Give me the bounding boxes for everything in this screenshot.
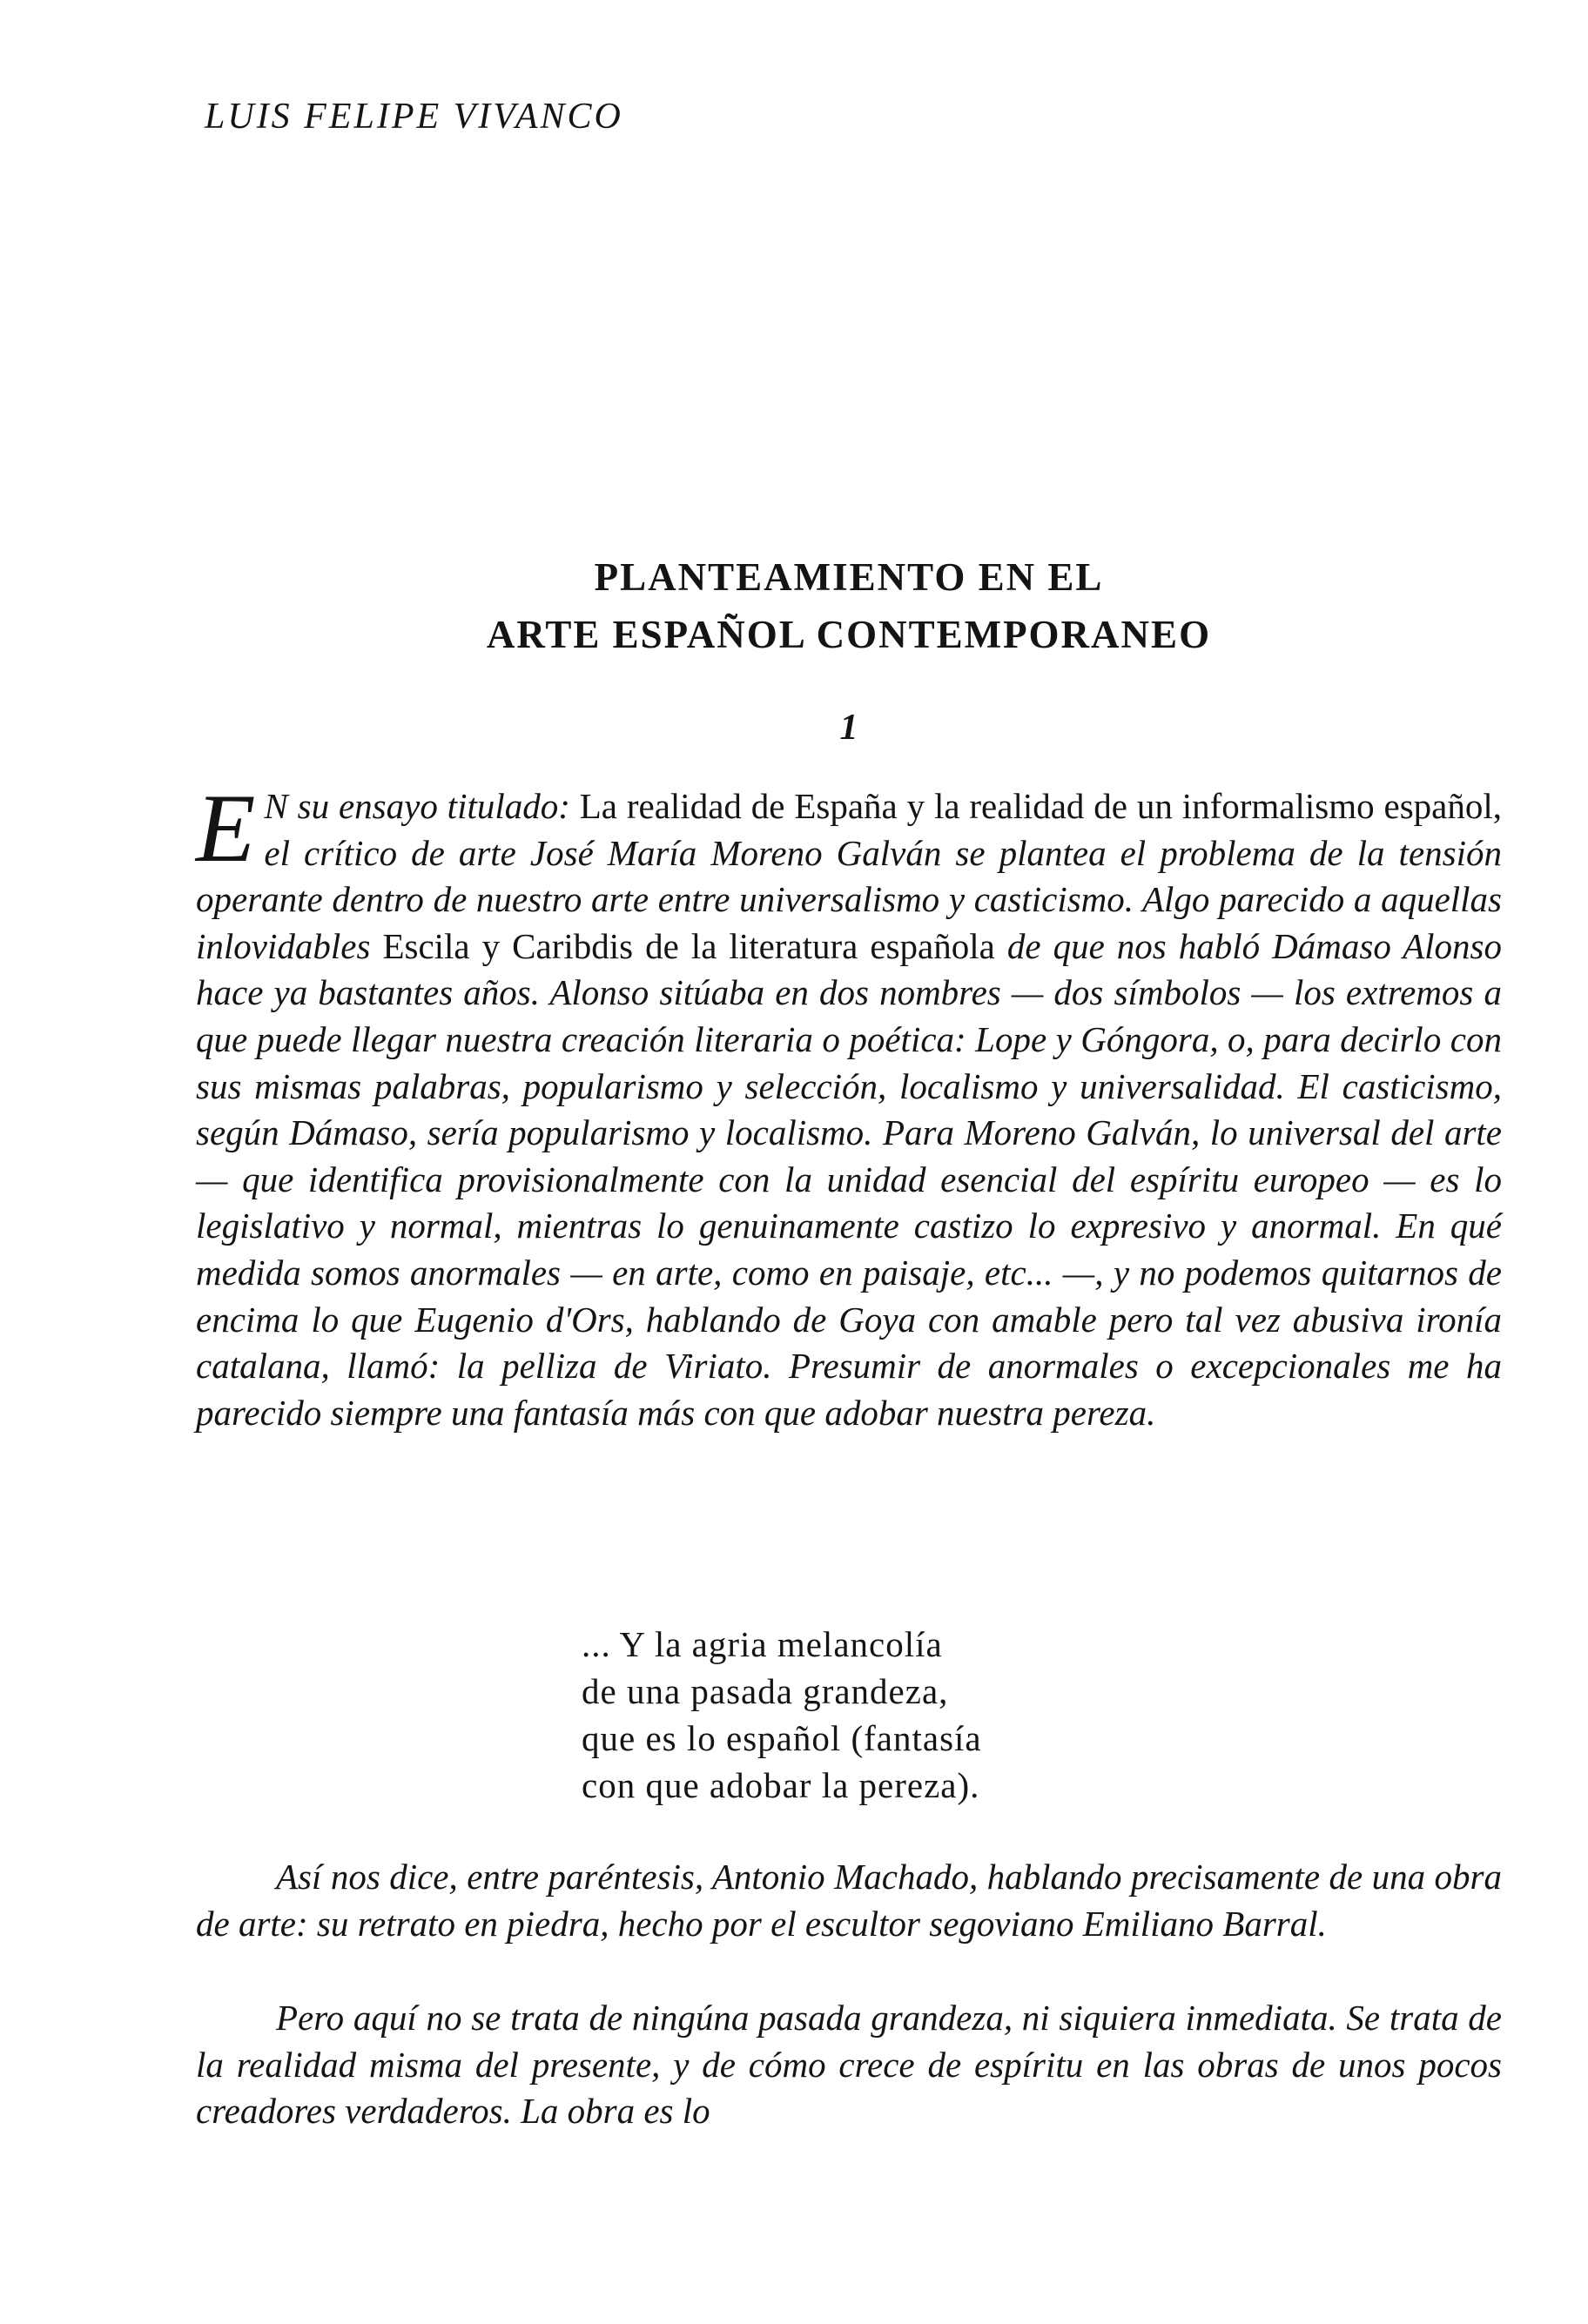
paragraph-3-text: Pero aquí no se trata de ningúna pasada grandeza, ni siquiera inmediata. Se trata de la realidad misma del presente, y de cómo crece de espíritu en las obras de unos pocos creadores verdaderos. La obra es lo <box>196 1998 1502 2132</box>
section-number: 1 <box>839 708 858 748</box>
paragraph-2 <box>196 1854 1502 1947</box>
drop-cap: E <box>196 775 256 883</box>
paragraph-2-text: Así nos dice, entre paréntesis, Antonio Machado, hablando precisamente de una obra de arte: su retrato en piedra, hecho por el escultor segoviano Emiliano Barral. <box>196 1857 1502 1944</box>
verse-quote <box>582 1621 982 1809</box>
article-title <box>196 548 1502 663</box>
verse-line: con que adobar la pereza). <box>582 1765 980 1805</box>
paragraph-1 <box>196 775 1502 1436</box>
title-line-2: ARTE ESPAÑOL CONTEMPORANEO <box>486 613 1212 656</box>
lead-in-letter: N <box>264 786 288 826</box>
verse-line: que es lo español (fantasía <box>582 1718 982 1758</box>
verse-line: ... Y la agria melancolía <box>582 1624 943 1664</box>
paragraph-1-segment-1: su ensayo titulado: <box>287 786 580 826</box>
title-line-1: PLANTEAMIENTO EN EL <box>594 555 1104 599</box>
paragraph-3 <box>196 1995 1502 2135</box>
paragraph-1-segment-3: el crítico de arte José María Moreno Galván se plantea el problema de la tensión operante dentro de nuestro arte entre universalismo y casticismo. Algo parecido a aquellas inlovidables <box>196 832 1502 966</box>
quoted-phrase: Escila y Caribdis de la literatura española <box>382 925 995 966</box>
running-head-author: LUIS FELIPE VIVANCO <box>205 97 623 137</box>
verse-line: de una pasada grandeza, <box>582 1671 949 1711</box>
quoted-essay-title: La realidad de España y la realidad de un informalismo español, <box>579 786 1502 826</box>
paragraph-1-segment-5: de que nos habló Dámaso Alonso hace ya bastantes años. Alonso sitúaba en dos nombres — dos símbolos — los extremos a que puede llegar nuestra creación literaria o poética: Lope y Góngora, o, para decirlo con sus mismas palabras, popularismo y selección, localismo y universalidad. El casticismo, según Dámaso, sería popularismo y localismo. Para Moreno Galván, lo universal del arte — que identifica provisionalmente con la unidad esencial del espíritu europeo — es lo legislativo y normal, mientras lo genuinamente castizo lo expresivo y anormal. En qué medida somos anormales — en arte, como en paisaje, etc... —, y no podemos quitarnos de encima lo que Eugenio d'Ors, hablando de Goya con amable pero tal vez abusiva ironía catalana, llamó: la pelliza de Viriato. Presumir de anormales o excepcionales me ha parecido siempre una fantasía más con que adobar nuestra pereza. <box>196 925 1502 1433</box>
